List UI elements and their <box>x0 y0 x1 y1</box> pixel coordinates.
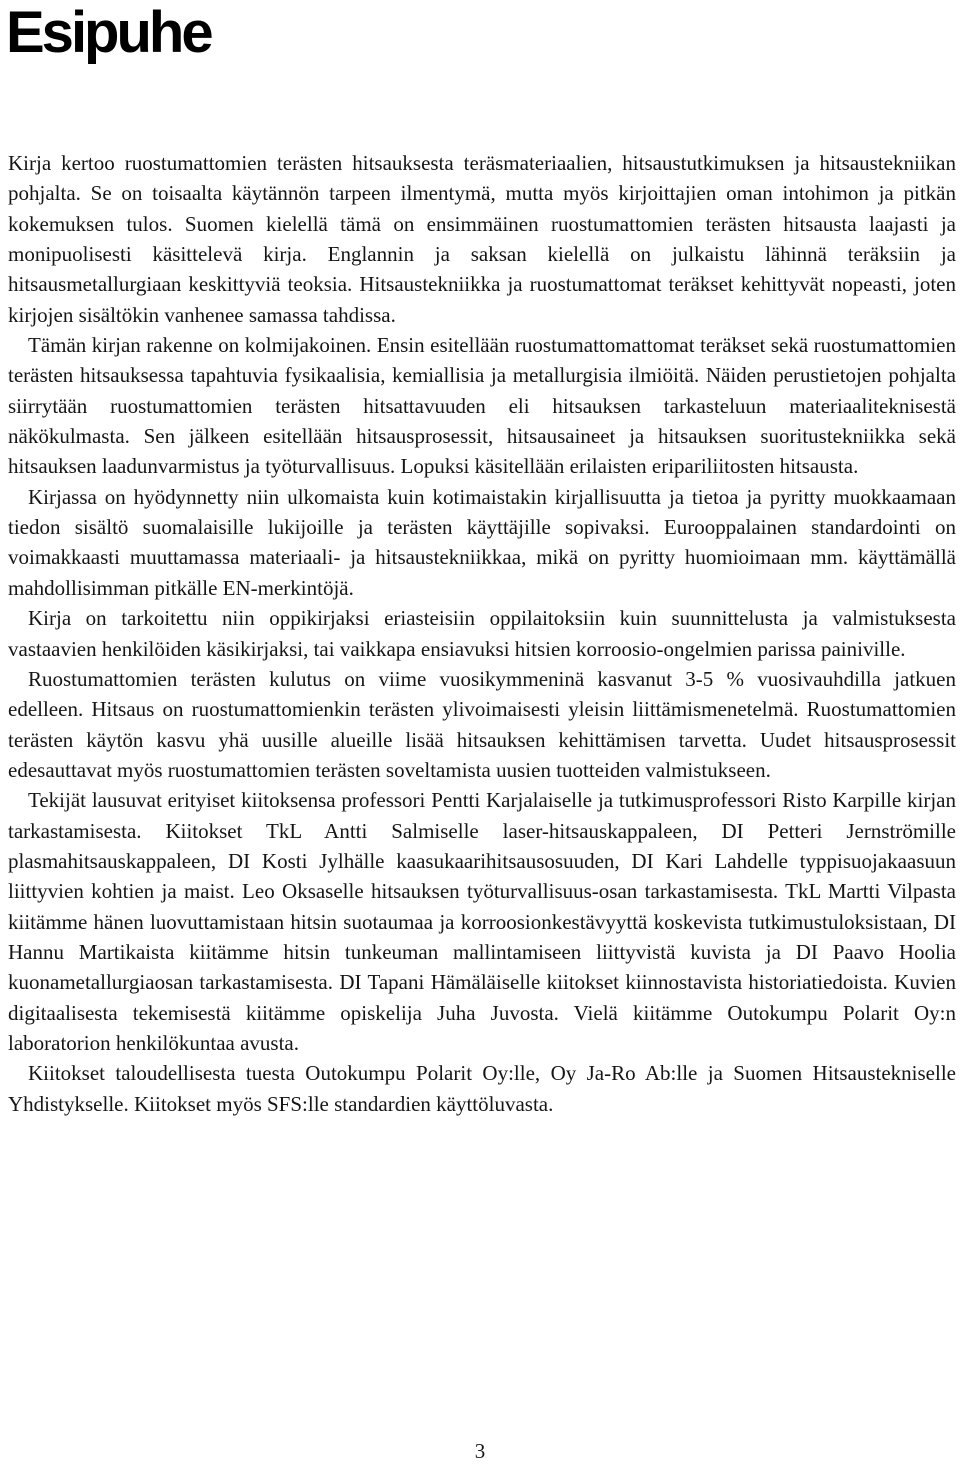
page-number: 3 <box>474 1439 486 1463</box>
paragraph-audience: Kirja on tarkoitettu niin oppikirjaksi eriasteisiin oppilaitoksiin kuin suunnittelusta ja valmistuksesta vastaavien henkilöiden käsikirjaksi, tai vaikkapa ensiavuksi hitsien korroosio-ongelmien parissa painiville. <box>8 606 956 661</box>
body-text <box>8 148 956 1119</box>
paragraph-sources: Kirjassa on hyödynnetty niin ulkomaista kuin kotimaistakin kirjallisuutta ja tietoa ja pyritty muokkaamaan tiedon sisältö suomalaisille lukijoille ja terästen käyttäjille sopivaksi. Eurooppalainen standardointi on voimakkaasti muuttamassa materiaali- ja hitsaustekniikkaa, mikä on pyritty huomioimaan mm. käyttämällä mahdollisimman pitkälle EN-merkintöjä. <box>8 484 956 600</box>
paragraph-structure: Tämän kirjan rakenne on kolmijakoinen. Ensin esitellään ruostumattomattomat teräkset sekä ruostumattomien terästen hitsauksessa tapahtuvia fysikaalisia, kemiallisia ja metallurgisia ilmiöitä. Näiden perustietojen pohjalta siirrytään ruostumattomien terästen hitsattavuuden eli hitsauksen tarkasteluun materiaaliteknisestä näkökulmasta. Sen jälkeen esitellään hitsausprosessit, hitsausaineet ja hitsauksen suoritustekniikka sekä hitsauksen laadunvarmistus ja työturvallisuus. Lopuksi käsitellään erilaisten eripariliitosten hitsausta. <box>8 333 956 479</box>
page-title: Esipuhe <box>6 0 211 65</box>
paragraph-funding: Kiitokset taloudellisesta tuesta Outokumpu Polarit Oy:lle, Oy Ja-Ro Ab:lle ja Suomen Hitsaustekniselle Yhdistykselle. Kiitokset myös SFS:lle standardien käyttöluvasta. <box>8 1061 956 1116</box>
paragraph-intro: Kirja kertoo ruostumattomien terästen hitsauksesta teräsmateriaalien, hitsaustutkimuksen ja hitsaustekniikan pohjalta. Se on toisaalta käytännön tarpeen ilmentymä, mutta myös kirjoittajien oman intohimon ja pitkän kokemuksen tulos. Suomen kielellä tämä on ensimmäinen ruostumattomien terästen hitsausta laajasti ja monipuolisesti käsittelevä kirja. Englannin ja saksan kielellä on julkaistu lähinnä teräksiin ja hitsausmetallurgiaan keskittyviä teoksia. Hitsaustekniikka ja ruostumattomat teräkset kehittyvät nopeasti, joten kirjojen sisältökin vanhenee samassa tahdissa. <box>8 151 956 327</box>
paragraph-consumption: Ruostumattomien terästen kulutus on viime vuosikymmeninä kasvanut 3-5 % vuosivauhdilla jatkuen edelleen. Hitsaus on ruostumattomienkin terästen ylivoimaisesti yleisin liittämismenetelmä. Ruostumattomien terästen käytön kasvu yhä uusille alueille lisää hitsauksen kehittämisen tarvetta. Uudet hitsausprosessit edesauttavat myös ruostumattomien terästen soveltamista uusien tuotteiden valmistukseen. <box>8 666 956 782</box>
paragraph-acknowledgements: Tekijät lausuvat erityiset kiitoksensa professori Pentti Karjalaiselle ja tutkimusprofessori Risto Karpille kirjan tarkastamisesta. Kiitokset TkL Antti Salmiselle laser-hitsauskappaleen, DI Petteri Jernströmille plasmahitsauskappaleen, DI Kosti Jylhälle kaasukaarihitsausosuuden, DI Kari Lahdelle typpisuojakaasuun liittyvien kohtien ja maist. Leo Oksaselle hitsauksen työturvallisuus-osan tarkastamisesta. TkL Martti Vilpasta kiitämme hänen luovuttamistaan hitsin suotaumaa ja korroosionkestävyyttä koskevista tutkimustuloksistaan, DI Hannu Martikaista kiitämme hitsin tunkeuman mallintamiseen liittyvistä kuvista ja DI Paavo Hoolia kuonametallurgiaosan tarkastamisesta. DI Tapani Hämäläiselle kiitokset kiinnostavista historiatiedoista. Kuvien digitaalisesta tekemisestä kiitämme opiskelija Juha Juvosta. Vielä kiitämme Outokumpu Polarit Oy:n laboratorion henkilökuntaa avusta. <box>8 788 956 1055</box>
